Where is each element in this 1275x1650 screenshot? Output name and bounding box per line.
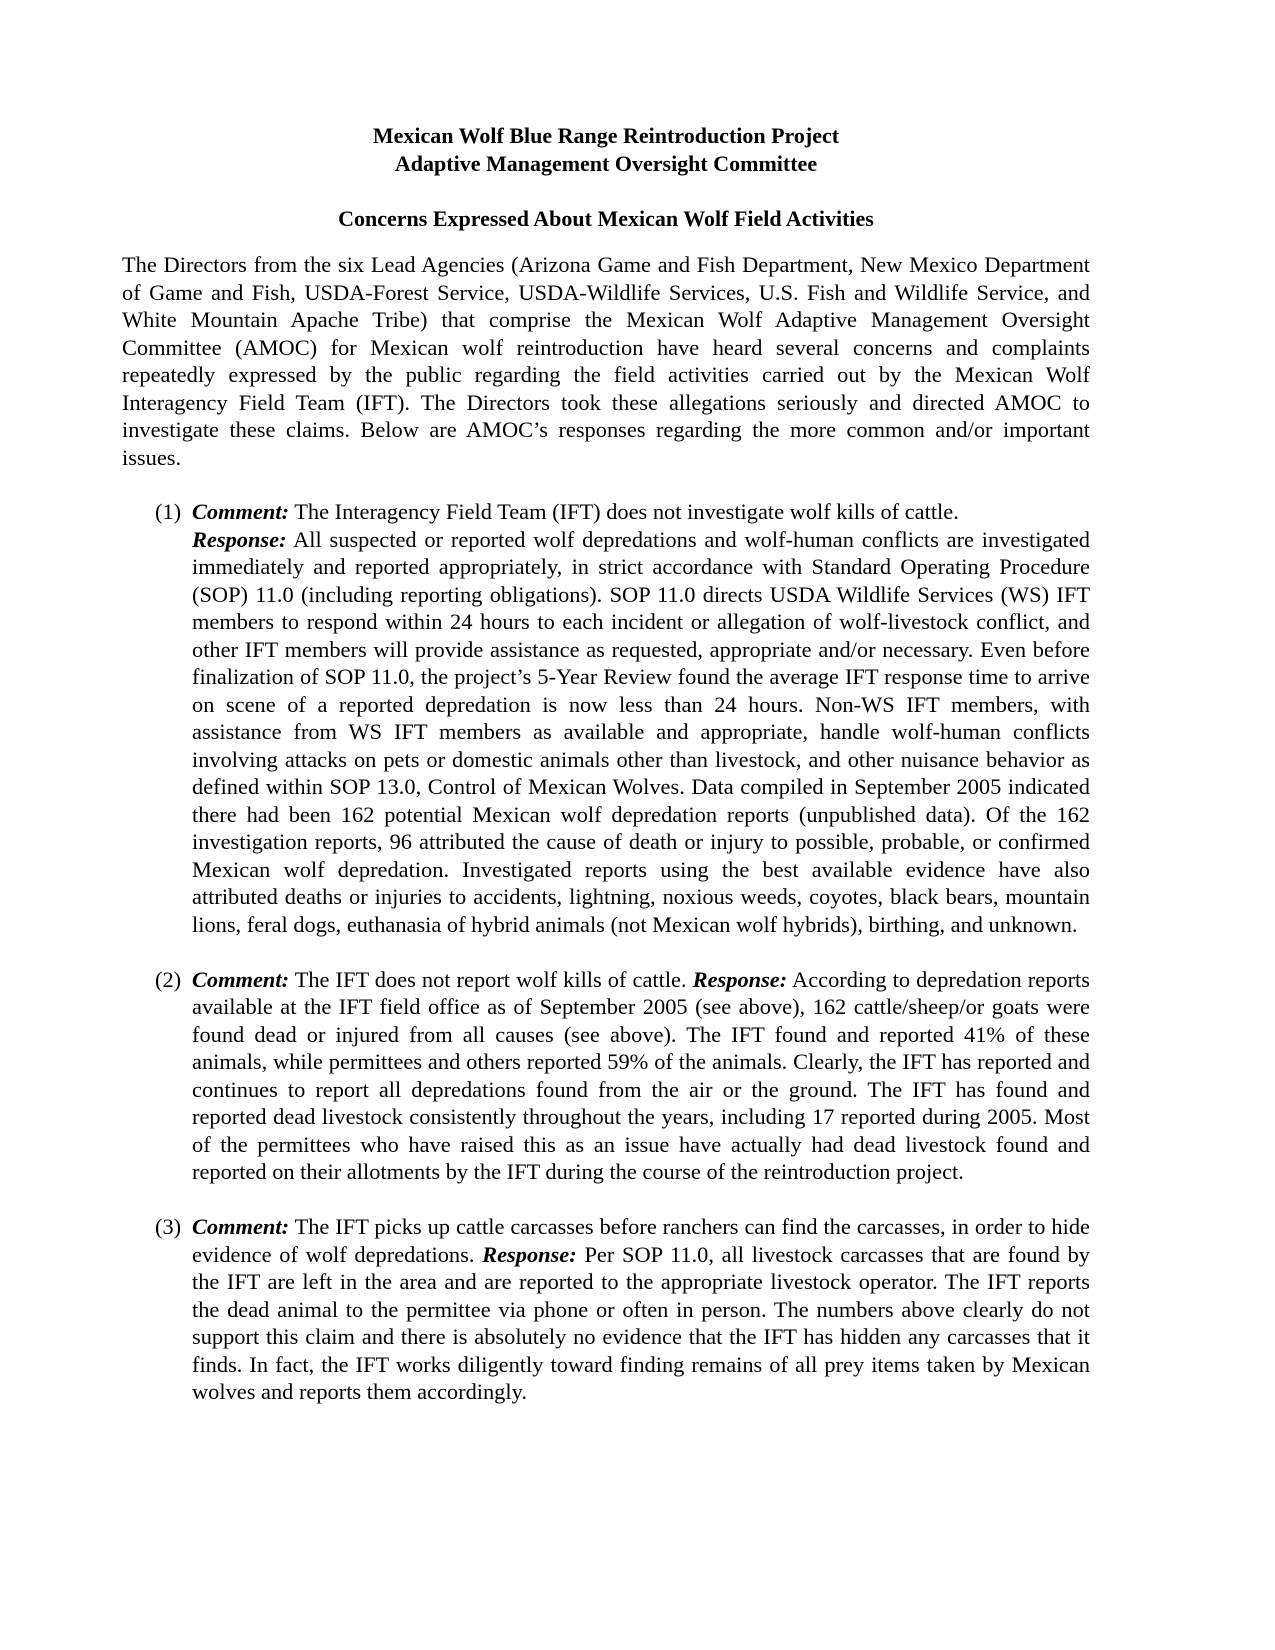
response-text: Per SOP 11.0, all livestock carcasses that are found by the IFT are left in the area and are reported to the appropriate livestock operator. The IFT reports the dead animal to the permittee via phone or often in person. The numbers above clearly do not support this claim and there is absolutely no evidence that the IFT has hidden any carcasses that it finds. In fact, the IFT works diligently toward finding remains of all prey items taken by Mexican wolves and reports them accordingly.: [192, 1241, 1091, 1404]
comment-text: The Interagency Field Team (IFT) does not investigate wolf kills of cattle.: [294, 499, 959, 524]
response-text: According to depredation reports available at the IFT field office as of September 2005 (see above), 162 cattle/sheep/or goats were found dead or injured from all causes (see above). The IFT found and reported 41% of these animals, while permittees and others reported 59% of the animals. Clearly, the IFT has reported and continues to report all depredations found from the air or the ground. The IFT has found and reported dead livestock consistently throughout the years, including 17 reported during 2005. Most of the permittees who have raised this as an issue have actually had dead livestock found and reported on their allotments by the IFT during the course of the reintroduction project.: [192, 966, 1090, 1184]
response-label: Response:: [692, 966, 788, 992]
comment-text: The IFT does not report wolf kills of cattle.: [294, 966, 687, 992]
title-line-project: Mexican Wolf Blue Range Reintroduction Project: [372, 123, 840, 148]
comment-label: Comment:: [192, 966, 290, 992]
document-subtitle: Concerns Expressed About Mexican Wolf Field Activities: [338, 206, 874, 231]
comment-text: The IFT picks up cattle carcasses before ranchers can find the carcasses, in order to hide evidence of wolf depredations.: [192, 1214, 1090, 1267]
response-text: All suspected or reported wolf depredations and wolf-human conflicts are investigated immediately and reported appropriately, in strict accordance with Standard Operating Procedure (SOP) 11.0 (including reporting obligations). SOP 11.0 directs USDA Wildlife Services (WS) IFT members to respond within 24 hours to each incident or allegation of wolf-livestock conflict, and other IFT members will provide assistance as requested, appropriate and/or necessary. Even before finalization of SOP 11.0, the project’s 5-Year Review found the average IFT response time to arrive on scene of a reported depredation is now less than 24 hours. Non-WS IFT members, with assistance from WS IFT members as available and appropriate, handle wolf-human conflicts involving attacks on pets or domestic animals other than livestock, and other nuisance behavior as defined within SOP 13.0, Control of Mexican Wolves. Data compiled in September 2005 indicated there had been 162 potential Mexican wolf depredation reports (unpublished data). Of the 162 investigation reports, 96 attributed the cause of death or injury to possible, probable, or confirmed Mexican wolf depredation. Investigated reports using the best available evidence have also attributed deaths or injuries to accidents, lightning, noxious weeds, coyotes, black bears, mountain lions, feral dogs, euthanasia of hybrid animals (not Mexican wolf hybrids), birthing, and unknown.: [192, 526, 1090, 937]
item-number: (3): [155, 1214, 182, 1239]
item-number: (2): [155, 966, 182, 992]
intro-paragraph: The Directors from the six Lead Agencies (Arizona Game and Fish Department, New Mexico Department of Game and Fish, USDA-Forest Service, USDA-Wildlife Services, U.S. Fish and Wildlife Service, and White Mountain Apache Tribe) that comprise the Mexican Wolf Adaptive Management Oversight Committee (AMOC) for Mexican wolf reintroduction have heard several concerns and complaints repeatedly expressed by the public regarding the field activities carried out by the Mexican Wolf Interagency Field Team (IFT). The Directors took these allegations seriously and directed AMOC to investigate these claims. Below are AMOC’s responses regarding the more common and/or important issues.: [122, 252, 1090, 470]
concern-item: [122, 966, 1090, 1186]
comment-label: Comment:: [192, 1214, 290, 1239]
document-page: [122, 122, 1090, 1433]
concerns-list: [122, 498, 1090, 1406]
concern-item: [122, 1213, 1090, 1406]
response-label: Response:: [192, 526, 287, 552]
comment-label: Comment:: [192, 499, 290, 524]
document-title: [122, 122, 1090, 178]
title-line-committee: Adaptive Management Oversight Committee: [394, 151, 818, 176]
response-label: Response:: [482, 1241, 577, 1267]
concern-item: [122, 498, 1090, 938]
item-number: (1): [155, 499, 182, 524]
